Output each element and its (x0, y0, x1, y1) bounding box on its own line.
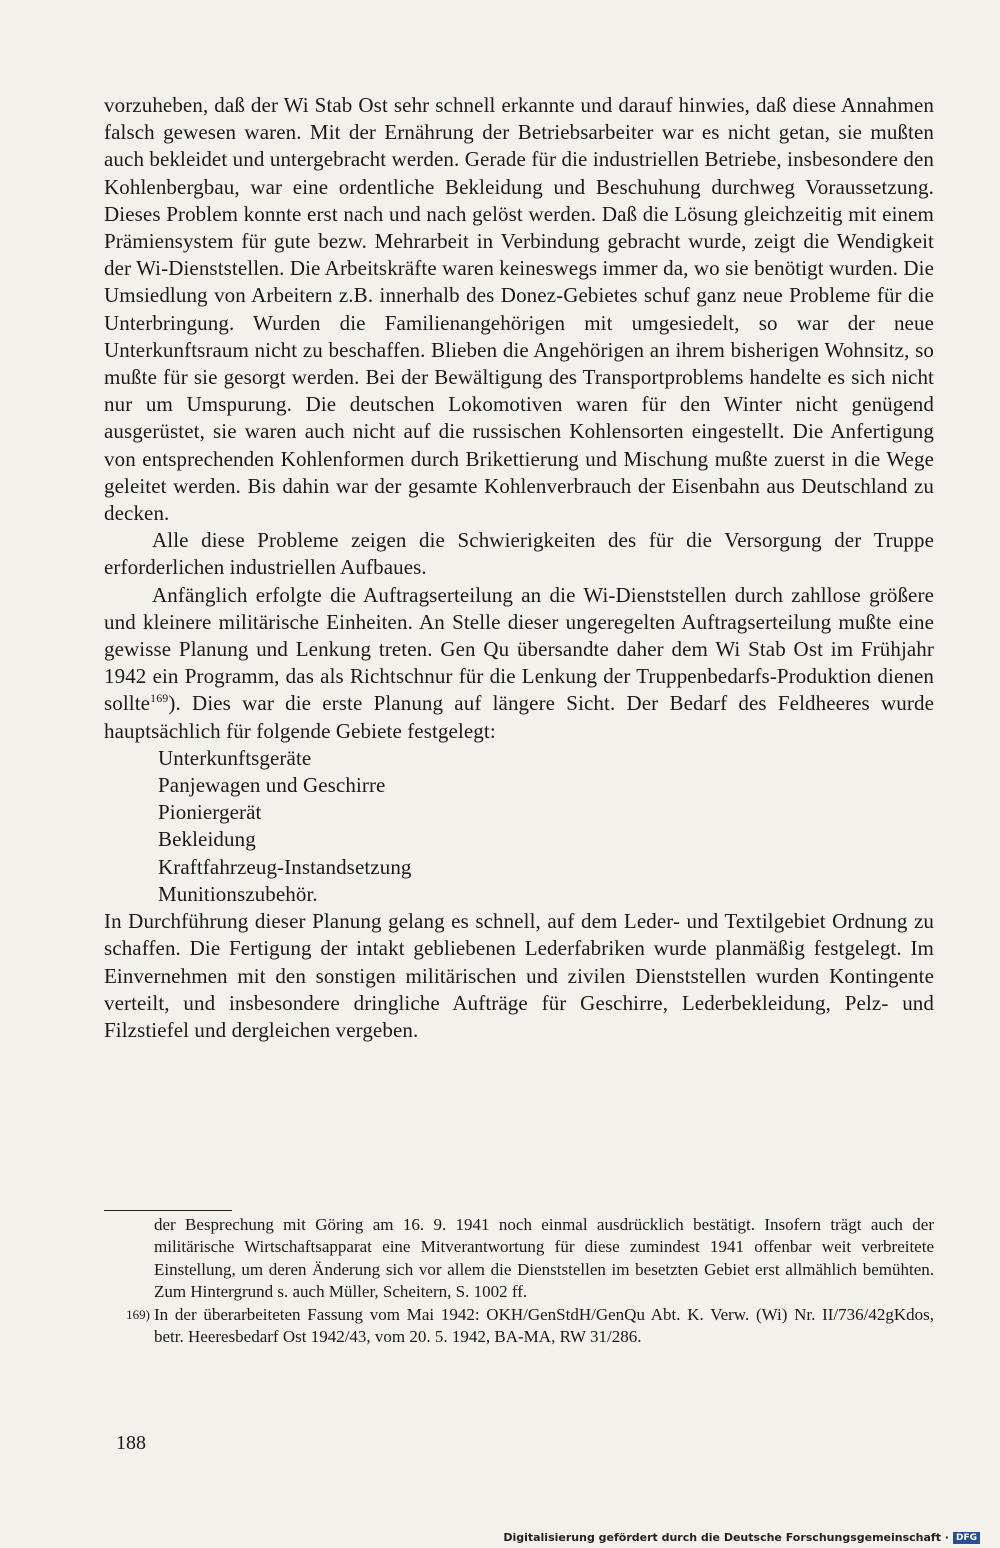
digitization-credit (503, 1531, 980, 1544)
footnote-169-number: 169) (126, 1306, 150, 1322)
paragraph-3 (104, 582, 934, 745)
list-item: Pioniergerät (158, 800, 262, 825)
list-item: Bekleidung (158, 827, 256, 852)
page-number: 188 (116, 1432, 146, 1454)
list-item: Unterkunftsgeräte (158, 745, 312, 770)
list-item: Panjewagen und Geschirre (158, 773, 386, 798)
footnotes (104, 1214, 934, 1348)
list-item: Munitionszubehör. (158, 881, 318, 906)
footnote-reference-169[interactable]: 169 (150, 691, 169, 706)
main-text (104, 92, 934, 1044)
paragraph-3-part-a: Anfänglich erfolgte die Auftragserteilung an die Wi-Dienststellen durch zahllose größere und kleinere militärische Einheiten. An Stelle dieser ungeregelten Auftragserteilung mußte eine gewisse Planung und Lenkung treten. Gen Qu übersandte daher dem Wi Stab Ost im Frühjahr 1942 ein Programm, das als Richtschnur für die Lenkung der Truppenbedarfs-Produktion dienen sollte (104, 582, 934, 716)
requirements-list (104, 745, 934, 908)
footnote-169 (104, 1304, 934, 1349)
footnote-169-text: In der überarbeiteten Fassung vom Mai 1942: OKH/GenStdH/GenQu Abt. K. Verw. (Wi) Nr. II/736/42gKdos, betr. Heeresbedarf Ost 1942/43, vom 20. 5. 1942, BA-MA, RW 31/286. (154, 1304, 934, 1347)
dfg-logo-icon: DFG (953, 1532, 980, 1544)
footnote-continued-text: der Besprechung mit Göring am 16. 9. 1941 noch einmal ausdrücklich bestätigt. Insofern trägt auch der militärische Wirtschaftsapparat eine Mitverantwortung für diese zumindest 1941 offenbar weit verbreitete Einstellung, um deren Änderung sich vor allem die Dienststellen im besetzten Gebiet erst allmählich bemühten. Zum Hintergrund s. auch Müller, Scheitern, S. 1002 ff. (154, 1215, 934, 1302)
paragraph-1: vorzuheben, daß der Wi Stab Ost sehr schnell erkannte und darauf hinwies, daß diese Annahmen falsch gewesen waren. Mit der Ernährung der Betriebsarbeiter war es nicht getan, sie mußten auch bekleidet und untergebracht werden. Gerade für die industriellen Betriebe, insbesondere den Kohlenbergbau, war eine ordentliche Bekleidung und Beschuhung durchweg Voraussetzung. Dieses Problem konnte erst nach und nach gelöst werden. Daß die Lösung gleichzeitig mit einem Prämiensystem für gute bezw. Mehrarbeit in Verbindung gebracht wurde, zeigt die Wendigkeit der Wi-Dienststellen. Die Arbeitskräfte waren keineswegs immer da, wo sie benötigt wurden. Die Umsiedlung von Arbeitern z.B. innerhalb des Donez-Gebietes schuf ganz neue Probleme für die Unterbringung. Wurden die Familienangehörigen mit umgesiedelt, so war der neue Unterkunftsraum nicht zu beschaffen. Blieben die Angehörigen an ihrem bisherigen Wohnsitz, so mußte für sie gesorgt werden. Bei der Bewältigung des Transportproblems handelte es sich nicht nur um Umspurung. Die deutschen Lokomotiven waren für den Winter nicht genügend ausgerüstet, sie waren auch nicht auf die russischen Kohlensorten eingestellt. Die Anfertigung von entsprechenden Kohlenformen durch Brikettierung und Mischung mußte zuerst in die Wege geleitet werden. Bis dahin war der gesamte Kohlenverbrauch der Eisenbahn aus Deutschland zu decken. (104, 93, 934, 526)
paragraph-2: Alle diese Probleme zeigen die Schwierigkeiten des für die Versorgung der Truppe erforderlichen industriellen Aufbaues. (104, 528, 934, 580)
credit-text: Digitalisierung gefördert durch die Deutsche Forschungsgemeinschaft · (503, 1531, 949, 1544)
paragraph-4: In Durchführung dieser Planung gelang es schnell, auf dem Leder- und Textilgebiet Ordnung zu schaffen. Die Fertigung der intakt gebliebenen Lederfabriken wurde planmäßig festgelegt. Im Einvernehmen mit den sonstigen militärischen und zivilen Dienststellen wurden Kontingente verteilt, und insbesondere dringliche Aufträge für Geschirre, Lederbekleidung, Pelz- und Filzstiefel und dergleichen vergeben. (104, 909, 934, 1042)
list-item: Kraftfahrzeug-Instandsetzung (158, 854, 412, 879)
paragraph-3-part-b: ). Dies war die erste Planung auf längere Sicht. Der Bedarf des Feldheeres wurde hauptsächlich für folgende Gebiete festgelegt: (104, 691, 934, 743)
footnote-continued (104, 1214, 934, 1304)
footnote-separator (104, 1210, 232, 1211)
